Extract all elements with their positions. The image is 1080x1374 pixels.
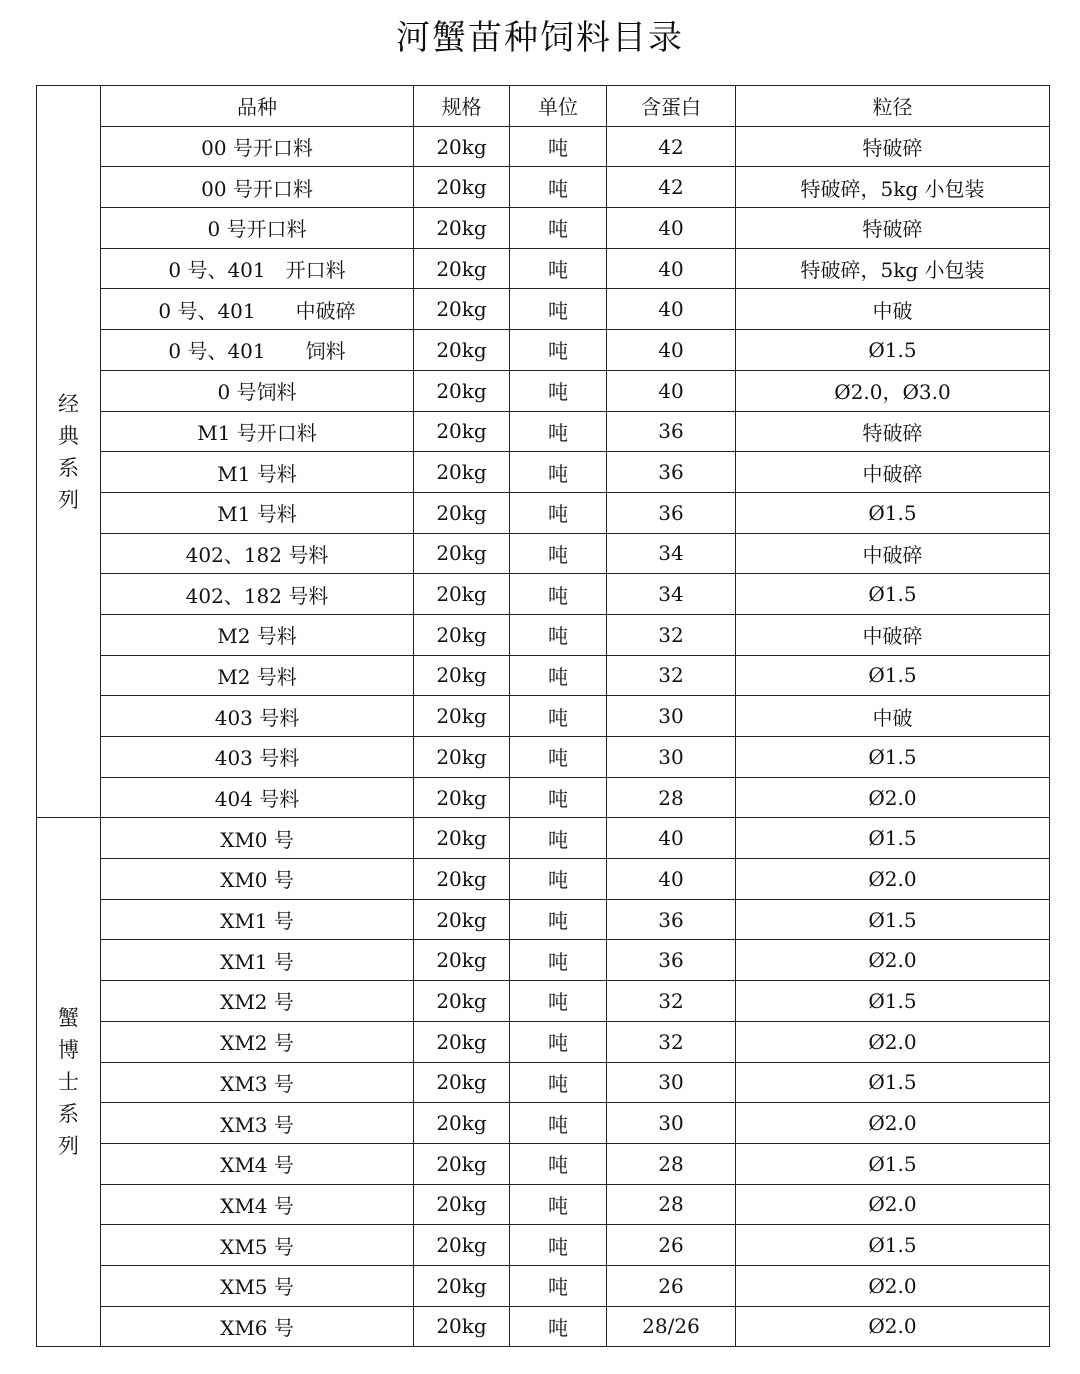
variety-cell: M2 号料 xyxy=(101,655,414,696)
spec-cell: 20kg xyxy=(414,859,510,900)
spec-cell: 20kg xyxy=(414,330,510,371)
unit-cell: 吨 xyxy=(510,859,607,900)
unit-cell: 吨 xyxy=(510,330,607,371)
variety-cell: 403 号料 xyxy=(101,737,414,778)
particle-size-cell: Ø1.5 xyxy=(736,1062,1050,1103)
unit-cell: 吨 xyxy=(510,574,607,615)
series-cell xyxy=(37,86,101,818)
table-row xyxy=(37,1225,1050,1266)
protein-cell: 32 xyxy=(607,1021,736,1062)
particle-size-cell: Ø2.0 xyxy=(736,777,1050,818)
unit-cell: 吨 xyxy=(510,126,607,167)
variety-cell: XM0 号 xyxy=(101,818,414,859)
variety-cell: 402、182 号料 xyxy=(101,533,414,574)
variety-cell: XM2 号 xyxy=(101,1021,414,1062)
variety-cell: 00 号开口料 xyxy=(101,126,414,167)
particle-size-cell: Ø1.5 xyxy=(736,899,1050,940)
table-row xyxy=(37,126,1050,167)
column-header: 含蛋白 xyxy=(607,86,736,127)
table-row xyxy=(37,1265,1050,1306)
protein-cell: 32 xyxy=(607,614,736,655)
column-header: 规格 xyxy=(414,86,510,127)
unit-cell: 吨 xyxy=(510,981,607,1022)
protein-cell: 30 xyxy=(607,696,736,737)
spec-cell: 20kg xyxy=(414,1265,510,1306)
catalog-body xyxy=(37,86,1050,1347)
particle-size-cell: Ø1.5 xyxy=(736,737,1050,778)
table-row xyxy=(37,1062,1050,1103)
spec-cell: 20kg xyxy=(414,1143,510,1184)
particle-size-cell: 中破 xyxy=(736,289,1050,330)
table-row xyxy=(37,899,1050,940)
protein-cell: 32 xyxy=(607,981,736,1022)
unit-cell: 吨 xyxy=(510,248,607,289)
page-title: 河蟹苗种饲料目录 xyxy=(396,18,684,58)
unit-cell: 吨 xyxy=(510,208,607,249)
unit-cell: 吨 xyxy=(510,1143,607,1184)
spec-cell: 20kg xyxy=(414,289,510,330)
variety-cell: 00 号开口料 xyxy=(101,167,414,208)
protein-cell: 28 xyxy=(607,1184,736,1225)
particle-size-cell: Ø1.5 xyxy=(736,574,1050,615)
table-row xyxy=(37,655,1050,696)
spec-cell: 20kg xyxy=(414,370,510,411)
spec-cell: 20kg xyxy=(414,777,510,818)
unit-cell: 吨 xyxy=(510,1062,607,1103)
unit-cell: 吨 xyxy=(510,737,607,778)
table-row xyxy=(37,167,1050,208)
protein-cell: 42 xyxy=(607,167,736,208)
particle-size-cell: Ø2.0 xyxy=(736,1021,1050,1062)
unit-cell: 吨 xyxy=(510,1103,607,1144)
variety-cell: 404 号料 xyxy=(101,777,414,818)
protein-cell: 30 xyxy=(607,1103,736,1144)
table-row xyxy=(37,370,1050,411)
table-row xyxy=(37,533,1050,574)
column-header: 单位 xyxy=(510,86,607,127)
table-row xyxy=(37,818,1050,859)
protein-cell: 40 xyxy=(607,330,736,371)
particle-size-cell: Ø1.5 xyxy=(736,330,1050,371)
spec-cell: 20kg xyxy=(414,1306,510,1347)
spec-cell: 20kg xyxy=(414,533,510,574)
protein-cell: 26 xyxy=(607,1225,736,1266)
protein-cell: 36 xyxy=(607,452,736,493)
variety-cell: XM1 号 xyxy=(101,940,414,981)
protein-cell: 36 xyxy=(607,411,736,452)
table-row xyxy=(37,737,1050,778)
unit-cell: 吨 xyxy=(510,655,607,696)
series-label: 蟹博士系列 xyxy=(58,1006,79,1159)
variety-cell: M2 号料 xyxy=(101,614,414,655)
table-row xyxy=(37,452,1050,493)
table-row xyxy=(37,411,1050,452)
protein-cell: 42 xyxy=(607,126,736,167)
unit-cell: 吨 xyxy=(510,167,607,208)
table-row xyxy=(37,289,1050,330)
particle-size-cell: Ø2.0 xyxy=(736,1265,1050,1306)
protein-cell: 36 xyxy=(607,492,736,533)
spec-cell: 20kg xyxy=(414,1062,510,1103)
variety-cell: 0 号、401 中破碎 xyxy=(101,289,414,330)
unit-cell: 吨 xyxy=(510,1021,607,1062)
spec-cell: 20kg xyxy=(414,1225,510,1266)
spec-cell: 20kg xyxy=(414,737,510,778)
particle-size-cell: Ø2.0 xyxy=(736,1184,1050,1225)
variety-cell: 402、182 号料 xyxy=(101,574,414,615)
table-row xyxy=(37,574,1050,615)
particle-size-cell: Ø2.0 xyxy=(736,1103,1050,1144)
variety-cell: M1 号料 xyxy=(101,452,414,493)
variety-cell: XM5 号 xyxy=(101,1225,414,1266)
variety-cell: M1 号料 xyxy=(101,492,414,533)
spec-cell: 20kg xyxy=(414,167,510,208)
unit-cell: 吨 xyxy=(510,614,607,655)
table-row xyxy=(37,248,1050,289)
feed-catalog-table xyxy=(36,85,1050,1347)
table-row xyxy=(37,1184,1050,1225)
spec-cell: 20kg xyxy=(414,981,510,1022)
protein-cell: 40 xyxy=(607,208,736,249)
unit-cell: 吨 xyxy=(510,1225,607,1266)
particle-size-cell: Ø1.5 xyxy=(736,655,1050,696)
particle-size-cell: 特破碎 xyxy=(736,126,1050,167)
unit-cell: 吨 xyxy=(510,899,607,940)
particle-size-cell: Ø2.0 xyxy=(736,1306,1050,1347)
spec-cell: 20kg xyxy=(414,574,510,615)
table-row xyxy=(37,208,1050,249)
spec-cell: 20kg xyxy=(414,208,510,249)
protein-cell: 32 xyxy=(607,655,736,696)
unit-cell: 吨 xyxy=(510,452,607,493)
variety-cell: XM5 号 xyxy=(101,1265,414,1306)
table-row xyxy=(37,1103,1050,1144)
unit-cell: 吨 xyxy=(510,1184,607,1225)
column-header: 品种 xyxy=(101,86,414,127)
protein-cell: 34 xyxy=(607,574,736,615)
protein-cell: 28 xyxy=(607,777,736,818)
variety-cell: XM6 号 xyxy=(101,1306,414,1347)
column-header: 粒径 xyxy=(736,86,1050,127)
table-row xyxy=(37,1143,1050,1184)
protein-cell: 34 xyxy=(607,533,736,574)
particle-size-cell: Ø1.5 xyxy=(736,818,1050,859)
particle-size-cell: 中破碎 xyxy=(736,452,1050,493)
unit-cell: 吨 xyxy=(510,289,607,330)
particle-size-cell: Ø1.5 xyxy=(736,492,1050,533)
particle-size-cell: Ø1.5 xyxy=(736,1143,1050,1184)
spec-cell: 20kg xyxy=(414,614,510,655)
unit-cell: 吨 xyxy=(510,696,607,737)
variety-cell: XM3 号 xyxy=(101,1103,414,1144)
unit-cell: 吨 xyxy=(510,411,607,452)
particle-size-cell: 特破碎，5kg 小包装 xyxy=(736,167,1050,208)
particle-size-cell: Ø1.5 xyxy=(736,1225,1050,1266)
protein-cell: 30 xyxy=(607,737,736,778)
spec-cell: 20kg xyxy=(414,1103,510,1144)
spec-cell: 20kg xyxy=(414,1184,510,1225)
particle-size-cell: Ø1.5 xyxy=(736,981,1050,1022)
protein-cell: 30 xyxy=(607,1062,736,1103)
particle-size-cell: 中破 xyxy=(736,696,1050,737)
table-row xyxy=(37,330,1050,371)
variety-cell: 0 号开口料 xyxy=(101,208,414,249)
variety-cell: 403 号料 xyxy=(101,696,414,737)
variety-cell: M1 号开口料 xyxy=(101,411,414,452)
particle-size-cell: 中破碎 xyxy=(736,533,1050,574)
protein-cell: 28 xyxy=(607,1143,736,1184)
series-cell xyxy=(37,818,101,1347)
spec-cell: 20kg xyxy=(414,818,510,859)
series-label: 经典系列 xyxy=(58,391,79,512)
table-row xyxy=(37,1306,1050,1347)
unit-cell: 吨 xyxy=(510,370,607,411)
variety-cell: XM4 号 xyxy=(101,1184,414,1225)
header-row xyxy=(37,86,1050,127)
particle-size-cell: Ø2.0 xyxy=(736,940,1050,981)
variety-cell: XM4 号 xyxy=(101,1143,414,1184)
spec-cell: 20kg xyxy=(414,492,510,533)
spec-cell: 20kg xyxy=(414,1021,510,1062)
unit-cell: 吨 xyxy=(510,818,607,859)
table-row xyxy=(37,492,1050,533)
variety-cell: XM0 号 xyxy=(101,859,414,900)
protein-cell: 40 xyxy=(607,248,736,289)
particle-size-cell: 中破碎 xyxy=(736,614,1050,655)
variety-cell: XM1 号 xyxy=(101,899,414,940)
table-row xyxy=(37,614,1050,655)
unit-cell: 吨 xyxy=(510,533,607,574)
variety-cell: 0 号、401 开口料 xyxy=(101,248,414,289)
particle-size-cell: Ø2.0，Ø3.0 xyxy=(736,370,1050,411)
table-row xyxy=(37,981,1050,1022)
particle-size-cell: Ø2.0 xyxy=(736,859,1050,900)
spec-cell: 20kg xyxy=(414,899,510,940)
table-row xyxy=(37,777,1050,818)
protein-cell: 36 xyxy=(607,940,736,981)
spec-cell: 20kg xyxy=(414,696,510,737)
particle-size-cell: 特破碎 xyxy=(736,208,1050,249)
spec-cell: 20kg xyxy=(414,452,510,493)
spec-cell: 20kg xyxy=(414,940,510,981)
protein-cell: 40 xyxy=(607,818,736,859)
unit-cell: 吨 xyxy=(510,777,607,818)
protein-cell: 36 xyxy=(607,899,736,940)
particle-size-cell: 特破碎，5kg 小包装 xyxy=(736,248,1050,289)
spec-cell: 20kg xyxy=(414,248,510,289)
variety-cell: 0 号、401 饲料 xyxy=(101,330,414,371)
unit-cell: 吨 xyxy=(510,940,607,981)
table-row xyxy=(37,859,1050,900)
spec-cell: 20kg xyxy=(414,411,510,452)
particle-size-cell: 特破碎 xyxy=(736,411,1050,452)
protein-cell: 26 xyxy=(607,1265,736,1306)
spec-cell: 20kg xyxy=(414,655,510,696)
spec-cell: 20kg xyxy=(414,126,510,167)
table-row xyxy=(37,1021,1050,1062)
variety-cell: XM2 号 xyxy=(101,981,414,1022)
protein-cell: 28/26 xyxy=(607,1306,736,1347)
unit-cell: 吨 xyxy=(510,1265,607,1306)
protein-cell: 40 xyxy=(607,289,736,330)
table-row xyxy=(37,940,1050,981)
protein-cell: 40 xyxy=(607,859,736,900)
variety-cell: XM3 号 xyxy=(101,1062,414,1103)
unit-cell: 吨 xyxy=(510,1306,607,1347)
unit-cell: 吨 xyxy=(510,492,607,533)
table-row xyxy=(37,696,1050,737)
protein-cell: 40 xyxy=(607,370,736,411)
variety-cell: 0 号饲料 xyxy=(101,370,414,411)
